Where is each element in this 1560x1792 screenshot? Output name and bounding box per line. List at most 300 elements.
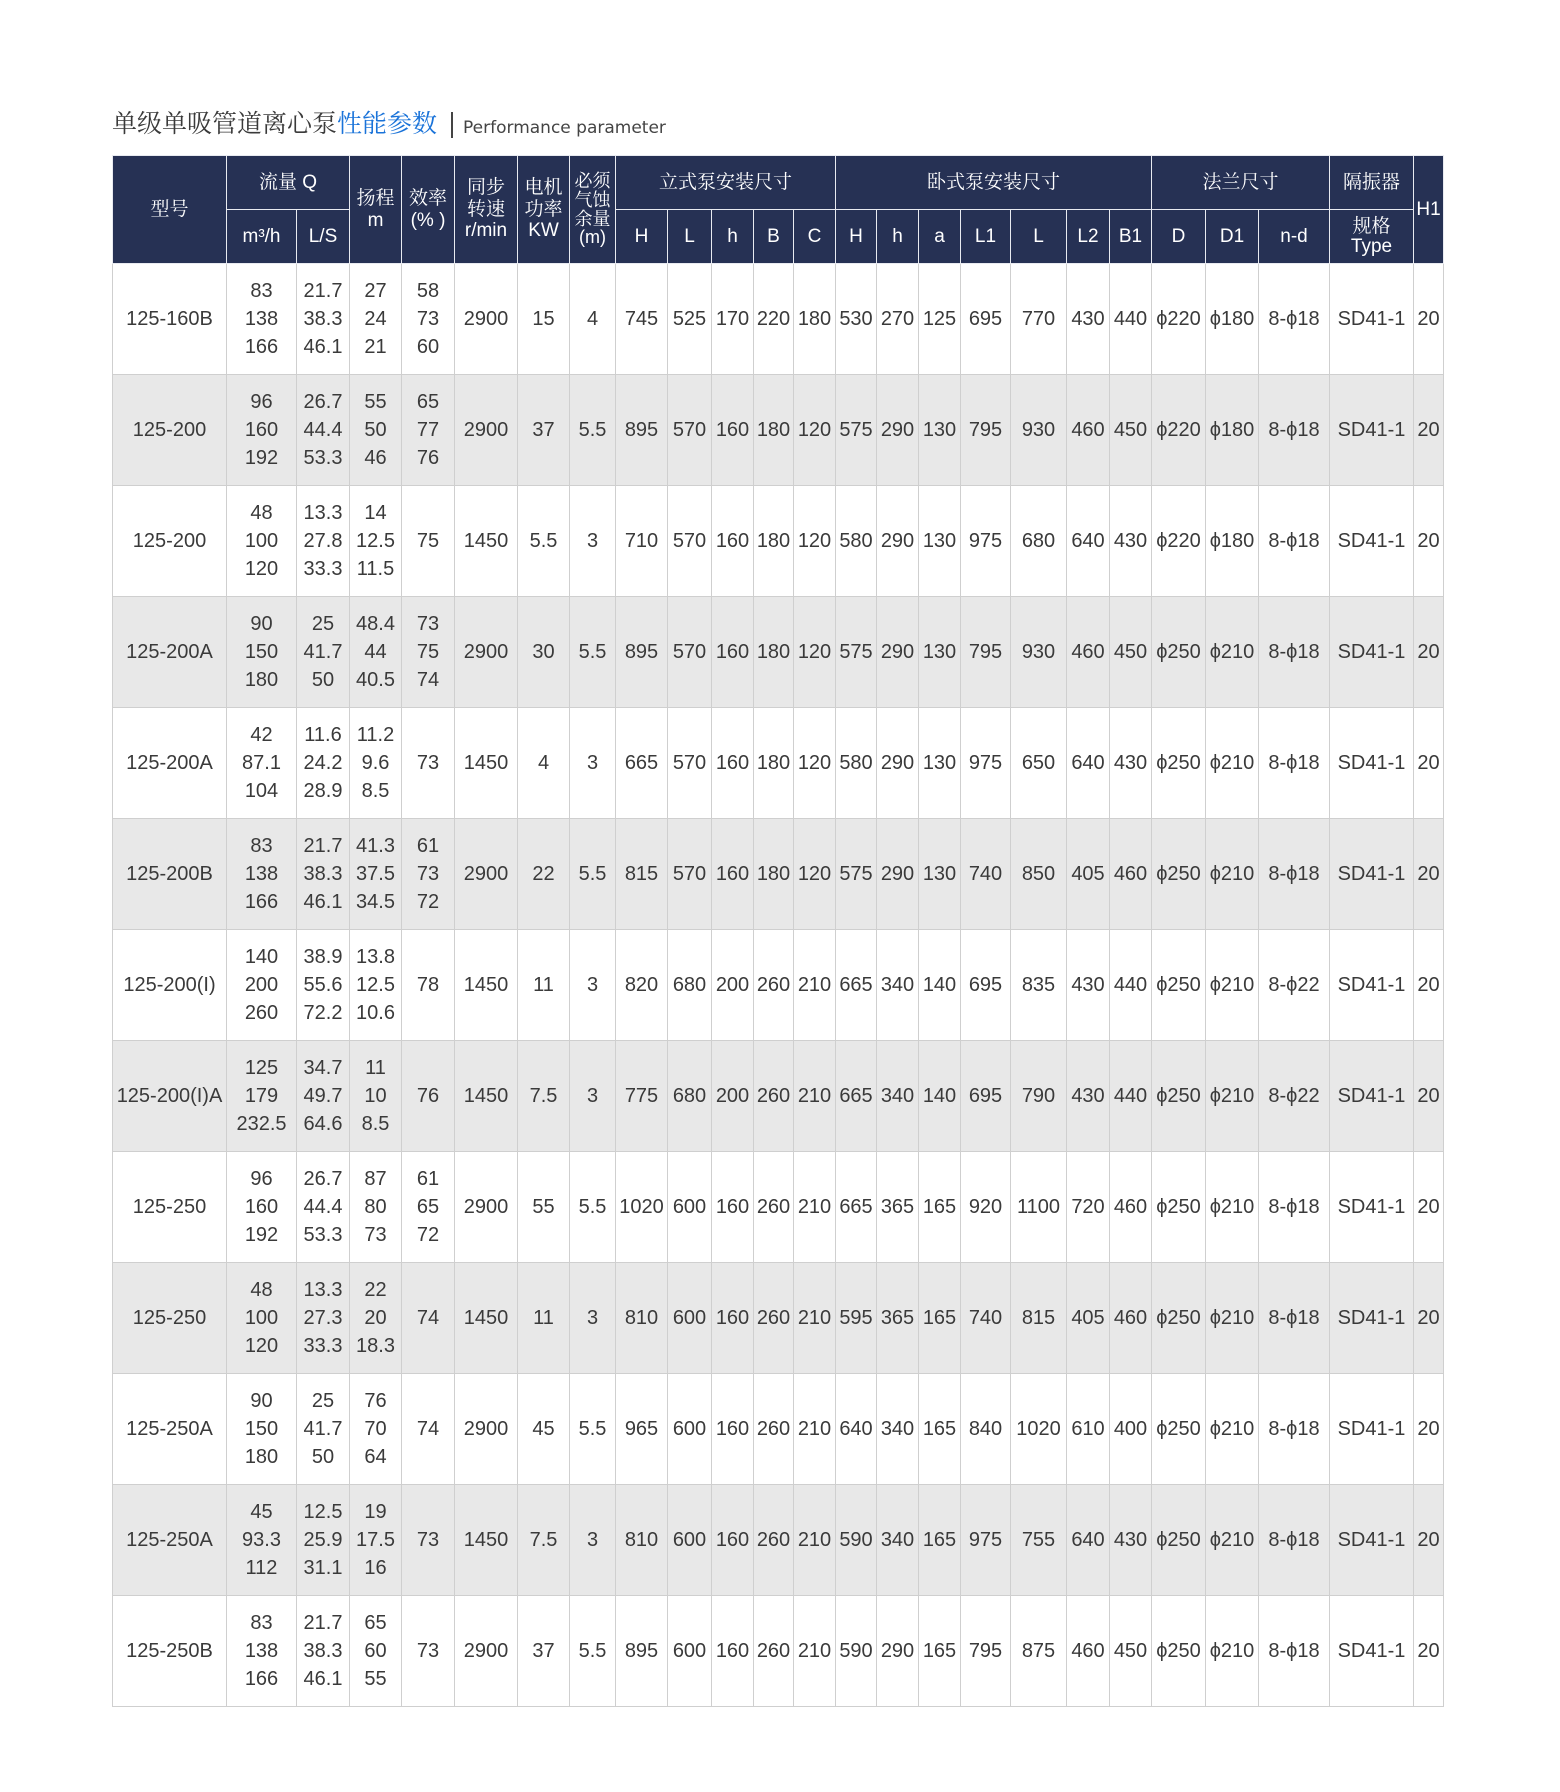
cell-vertical-2: 160 xyxy=(712,1263,754,1374)
cell-vertical-0: 810 xyxy=(616,1263,668,1374)
cell-vertical-4: 120 xyxy=(794,597,836,708)
cell-flange-2: 8-ϕ18 xyxy=(1259,1263,1330,1374)
cell-efficiency xyxy=(402,819,455,930)
cell-head-value: 20 xyxy=(364,1307,387,1329)
cell-flow-ls-value: 26.7 xyxy=(303,1168,343,1190)
title-accent: 性能参数 xyxy=(337,109,438,138)
cell-flange-0: ϕ220 xyxy=(1152,264,1206,375)
cell-vertical-4: 120 xyxy=(794,819,836,930)
cell-power: 55 xyxy=(518,1152,570,1263)
table-row xyxy=(113,930,1444,1041)
cell-horizontal-3: 740 xyxy=(961,1263,1011,1374)
cell-flow-ls-value: 53.3 xyxy=(303,1224,343,1246)
cell-horizontal-6: 460 xyxy=(1110,1263,1152,1374)
cell-horizontal-2: 130 xyxy=(919,597,961,708)
header-vertical-0: H xyxy=(616,210,668,264)
cell-efficiency xyxy=(402,375,455,486)
cell-vertical-4: 210 xyxy=(794,1152,836,1263)
cell-horizontal-2: 125 xyxy=(919,264,961,375)
cell-efficiency-value: 73 xyxy=(416,308,440,330)
cell-flange-0: ϕ250 xyxy=(1152,1485,1206,1596)
cell-flow-ls-value: 55.6 xyxy=(303,974,343,996)
cell-h1: 20 xyxy=(1414,930,1444,1041)
cell-head-value: 21 xyxy=(364,336,387,358)
cell-speed: 2900 xyxy=(455,264,518,375)
cell-flow-m3h-value: 180 xyxy=(244,1446,279,1468)
cell-head xyxy=(350,1041,402,1152)
cell-horizontal-3: 740 xyxy=(961,819,1011,930)
table-body xyxy=(113,264,1444,1707)
cell-horizontal-1: 365 xyxy=(877,1263,919,1374)
cell-flow-ls xyxy=(297,819,350,930)
cell-flow-m3h-value: 96 xyxy=(250,391,273,413)
header-isolator-type: 规格 Type xyxy=(1330,210,1414,264)
cell-npsh: 5.5 xyxy=(570,1374,616,1485)
cell-head xyxy=(350,1263,402,1374)
page-title xyxy=(112,100,666,140)
cell-flange-0: ϕ250 xyxy=(1152,597,1206,708)
cell-power: 4 xyxy=(518,708,570,819)
cell-horizontal-5: 640 xyxy=(1067,486,1110,597)
header-vertical-2: h xyxy=(712,210,754,264)
cell-vertical-1: 600 xyxy=(668,1485,712,1596)
cell-efficiency xyxy=(402,264,455,375)
cell-flow-ls-value: 25 xyxy=(311,1390,335,1412)
cell-flow-ls-value: 27.3 xyxy=(303,1307,343,1329)
cell-vertical-4: 180 xyxy=(794,264,836,375)
cell-flange-2: 8-ϕ18 xyxy=(1259,375,1330,486)
cell-flange-1: ϕ180 xyxy=(1206,375,1259,486)
cell-power: 45 xyxy=(518,1374,570,1485)
cell-horizontal-4: 930 xyxy=(1011,597,1067,708)
cell-efficiency xyxy=(402,1041,455,1152)
cell-horizontal-2: 130 xyxy=(919,375,961,486)
cell-vertical-3: 180 xyxy=(754,597,794,708)
cell-flow-ls-value: 53.3 xyxy=(303,447,343,469)
cell-horizontal-4: 1020 xyxy=(1011,1374,1067,1485)
cell-efficiency-value: 74 xyxy=(416,1418,440,1440)
cell-flange-0: ϕ250 xyxy=(1152,1263,1206,1374)
cell-efficiency-value: 72 xyxy=(416,1224,440,1246)
cell-flow-m3h-value: 150 xyxy=(244,641,279,663)
cell-horizontal-1: 340 xyxy=(877,1485,919,1596)
cell-flow-m3h-value: 192 xyxy=(244,1224,279,1246)
cell-flow-m3h-value: 100 xyxy=(244,1307,279,1329)
cell-horizontal-6: 460 xyxy=(1110,819,1152,930)
cell-isolator-type: SD41-1 xyxy=(1330,1485,1414,1596)
cell-efficiency-value: 73 xyxy=(416,752,440,774)
cell-speed: 1450 xyxy=(455,1485,518,1596)
cell-horizontal-5: 460 xyxy=(1067,597,1110,708)
cell-npsh: 5.5 xyxy=(570,375,616,486)
cell-head-value: 55 xyxy=(364,1668,387,1690)
cell-flow-ls xyxy=(297,1263,350,1374)
header-h1: H1 xyxy=(1414,156,1444,264)
cell-horizontal-0: 575 xyxy=(836,597,877,708)
cell-npsh: 3 xyxy=(570,1485,616,1596)
cell-flow-m3h-value: 93.3 xyxy=(242,1529,281,1551)
cell-flow-m3h-value: 100 xyxy=(244,530,279,552)
header-power: 电机 功率 KW xyxy=(518,156,570,264)
cell-head-value: 13.8 xyxy=(356,946,395,968)
cell-horizontal-0: 665 xyxy=(836,930,877,1041)
cell-efficiency-value: 61 xyxy=(416,1168,440,1190)
cell-speed: 2900 xyxy=(455,819,518,930)
cell-flow-ls-value: 46.1 xyxy=(303,1668,343,1690)
cell-flow-m3h-value: 192 xyxy=(244,447,279,469)
cell-isolator-type: SD41-1 xyxy=(1330,1041,1414,1152)
cell-head xyxy=(350,930,402,1041)
cell-npsh: 3 xyxy=(570,1041,616,1152)
cell-flange-1: ϕ210 xyxy=(1206,1485,1259,1596)
cell-horizontal-6: 440 xyxy=(1110,930,1152,1041)
cell-flange-1: ϕ210 xyxy=(1206,597,1259,708)
cell-flange-2: 8-ϕ18 xyxy=(1259,1596,1330,1707)
cell-flange-1: ϕ210 xyxy=(1206,1263,1259,1374)
cell-flow-m3h-value: 87.1 xyxy=(242,752,281,774)
cell-vertical-4: 210 xyxy=(794,1041,836,1152)
cell-vertical-3: 180 xyxy=(754,486,794,597)
cell-horizontal-2: 130 xyxy=(919,486,961,597)
cell-vertical-0: 665 xyxy=(616,708,668,819)
cell-efficiency xyxy=(402,1263,455,1374)
cell-flow-ls-value: 38.3 xyxy=(303,308,343,330)
cell-efficiency-value: 75 xyxy=(416,641,440,663)
cell-vertical-4: 210 xyxy=(794,1596,836,1707)
cell-efficiency-value: 78 xyxy=(416,974,440,996)
cell-horizontal-0: 665 xyxy=(836,1152,877,1263)
cell-speed: 2900 xyxy=(455,375,518,486)
cell-speed: 1450 xyxy=(455,708,518,819)
cell-vertical-2: 160 xyxy=(712,1152,754,1263)
cell-h1: 20 xyxy=(1414,1263,1444,1374)
cell-flow-ls xyxy=(297,375,350,486)
header-flange-1: D1 xyxy=(1206,210,1259,264)
cell-horizontal-2: 165 xyxy=(919,1152,961,1263)
cell-flow-ls-value: 25 xyxy=(311,613,335,635)
cell-flow-m3h-value: 160 xyxy=(244,1196,279,1218)
cell-horizontal-1: 290 xyxy=(877,708,919,819)
cell-horizontal-3: 695 xyxy=(961,1041,1011,1152)
cell-flow-ls-value: 11.6 xyxy=(304,724,342,746)
cell-flow-m3h-value: 138 xyxy=(244,863,279,885)
cell-h1: 20 xyxy=(1414,819,1444,930)
cell-head xyxy=(350,486,402,597)
cell-h1: 20 xyxy=(1414,597,1444,708)
cell-isolator-type: SD41-1 xyxy=(1330,1152,1414,1263)
cell-vertical-3: 260 xyxy=(754,1485,794,1596)
cell-vertical-2: 160 xyxy=(712,375,754,486)
cell-vertical-1: 680 xyxy=(668,930,712,1041)
cell-flow-m3h-value: 140 xyxy=(244,946,279,968)
cell-head-value: 8.5 xyxy=(361,1113,390,1135)
cell-horizontal-1: 340 xyxy=(877,930,919,1041)
cell-horizontal-2: 140 xyxy=(919,1041,961,1152)
table-row xyxy=(113,486,1444,597)
cell-flow-m3h xyxy=(227,819,297,930)
cell-vertical-0: 710 xyxy=(616,486,668,597)
cell-flange-2: 8-ϕ22 xyxy=(1259,1041,1330,1152)
cell-flow-ls-value: 13.3 xyxy=(303,1279,343,1301)
cell-flow-m3h-value: 90 xyxy=(250,613,273,635)
title-english: Performance parameter xyxy=(463,118,666,138)
cell-vertical-0: 895 xyxy=(616,597,668,708)
cell-model: 125-250 xyxy=(113,1152,227,1263)
cell-flow-ls-value: 41.7 xyxy=(303,641,343,663)
cell-head xyxy=(350,819,402,930)
cell-horizontal-3: 975 xyxy=(961,1485,1011,1596)
cell-horizontal-2: 130 xyxy=(919,708,961,819)
header-horizontal-4: L xyxy=(1011,210,1067,264)
cell-vertical-2: 200 xyxy=(712,930,754,1041)
cell-isolator-type: SD41-1 xyxy=(1330,708,1414,819)
cell-power: 22 xyxy=(518,819,570,930)
cell-isolator-type: SD41-1 xyxy=(1330,486,1414,597)
cell-horizontal-2: 165 xyxy=(919,1374,961,1485)
cell-flange-1: ϕ210 xyxy=(1206,930,1259,1041)
cell-model: 125-250A xyxy=(113,1374,227,1485)
cell-flow-ls-value: 28.9 xyxy=(303,780,343,802)
table-row xyxy=(113,1041,1444,1152)
cell-flange-0: ϕ220 xyxy=(1152,375,1206,486)
cell-model: 125-160B xyxy=(113,264,227,375)
cell-flow-m3h-value: 166 xyxy=(244,891,279,913)
cell-flow-ls xyxy=(297,264,350,375)
cell-flow-m3h-value: 138 xyxy=(244,1640,279,1662)
table-header xyxy=(113,156,1444,264)
header-horizontal-1: h xyxy=(877,210,919,264)
cell-efficiency xyxy=(402,708,455,819)
cell-vertical-0: 895 xyxy=(616,1596,668,1707)
cell-efficiency xyxy=(402,597,455,708)
cell-efficiency-value: 65 xyxy=(416,1196,440,1218)
cell-horizontal-1: 340 xyxy=(877,1374,919,1485)
cell-efficiency xyxy=(402,486,455,597)
cell-efficiency-value: 74 xyxy=(416,669,440,691)
cell-vertical-1: 570 xyxy=(668,486,712,597)
cell-horizontal-0: 640 xyxy=(836,1374,877,1485)
cell-flow-m3h-value: 104 xyxy=(244,780,279,802)
cell-vertical-1: 570 xyxy=(668,708,712,819)
cell-speed: 1450 xyxy=(455,1041,518,1152)
cell-vertical-3: 260 xyxy=(754,1263,794,1374)
cell-head xyxy=(350,1485,402,1596)
cell-npsh: 5.5 xyxy=(570,819,616,930)
cell-efficiency-value: 61 xyxy=(416,835,440,857)
cell-flange-2: 8-ϕ18 xyxy=(1259,819,1330,930)
cell-speed: 1450 xyxy=(455,930,518,1041)
cell-flow-m3h-value: 200 xyxy=(244,974,279,996)
cell-flow-m3h-value: 42 xyxy=(250,724,273,746)
cell-flow-ls-value: 21.7 xyxy=(303,1612,343,1634)
cell-flow-ls-value: 21.7 xyxy=(303,835,343,857)
cell-flow-m3h xyxy=(227,1041,297,1152)
cell-speed: 2900 xyxy=(455,1374,518,1485)
cell-speed: 2900 xyxy=(455,1152,518,1263)
cell-horizontal-5: 720 xyxy=(1067,1152,1110,1263)
header-efficiency: 效率 (% ) xyxy=(402,156,455,264)
cell-horizontal-2: 165 xyxy=(919,1263,961,1374)
cell-power: 11 xyxy=(518,1263,570,1374)
cell-vertical-0: 810 xyxy=(616,1485,668,1596)
cell-power: 5.5 xyxy=(518,486,570,597)
cell-head xyxy=(350,1374,402,1485)
cell-vertical-2: 160 xyxy=(712,597,754,708)
cell-horizontal-6: 430 xyxy=(1110,1485,1152,1596)
cell-flow-m3h-value: 120 xyxy=(244,558,279,580)
cell-head-value: 41.3 xyxy=(356,835,395,857)
cell-efficiency-value: 76 xyxy=(416,1085,440,1107)
cell-horizontal-5: 430 xyxy=(1067,1041,1110,1152)
header-isolator: 隔振器 xyxy=(1330,156,1414,210)
cell-horizontal-6: 440 xyxy=(1110,1041,1152,1152)
cell-head-value: 34.5 xyxy=(356,891,395,913)
cell-isolator-type: SD41-1 xyxy=(1330,375,1414,486)
header-horizontal-0: H xyxy=(836,210,877,264)
cell-flow-m3h xyxy=(227,1263,297,1374)
cell-power: 7.5 xyxy=(518,1041,570,1152)
cell-h1: 20 xyxy=(1414,486,1444,597)
cell-horizontal-3: 975 xyxy=(961,708,1011,819)
cell-horizontal-2: 165 xyxy=(919,1485,961,1596)
cell-flow-ls-value: 44.4 xyxy=(303,419,343,441)
cell-head-value: 73 xyxy=(364,1224,387,1246)
cell-flow-ls-value: 34.7 xyxy=(303,1057,343,1079)
cell-flow-ls-value: 44.4 xyxy=(303,1196,343,1218)
cell-horizontal-1: 365 xyxy=(877,1152,919,1263)
cell-flow-m3h xyxy=(227,1152,297,1263)
cell-flange-1: ϕ210 xyxy=(1206,1596,1259,1707)
cell-head-value: 50 xyxy=(364,419,387,441)
cell-vertical-3: 260 xyxy=(754,1041,794,1152)
table-row xyxy=(113,597,1444,708)
cell-h1: 20 xyxy=(1414,1485,1444,1596)
cell-flange-2: 8-ϕ22 xyxy=(1259,930,1330,1041)
cell-flow-ls xyxy=(297,486,350,597)
cell-power: 30 xyxy=(518,597,570,708)
cell-horizontal-1: 290 xyxy=(877,819,919,930)
cell-vertical-4: 210 xyxy=(794,1374,836,1485)
cell-vertical-2: 170 xyxy=(712,264,754,375)
cell-head-value: 19 xyxy=(364,1501,387,1523)
cell-horizontal-4: 930 xyxy=(1011,375,1067,486)
cell-vertical-1: 525 xyxy=(668,264,712,375)
cell-vertical-1: 600 xyxy=(668,1152,712,1263)
cell-head-value: 22 xyxy=(364,1279,387,1301)
header-horizontal-2: a xyxy=(919,210,961,264)
cell-horizontal-4: 755 xyxy=(1011,1485,1067,1596)
cell-flow-m3h-value: 83 xyxy=(250,280,273,302)
cell-head-value: 12.5 xyxy=(356,530,395,552)
cell-flow-m3h-value: 166 xyxy=(244,336,279,358)
cell-horizontal-4: 815 xyxy=(1011,1263,1067,1374)
cell-flow-ls-value: 12.5 xyxy=(303,1501,343,1523)
cell-npsh: 3 xyxy=(570,708,616,819)
cell-flange-1: ϕ210 xyxy=(1206,1374,1259,1485)
cell-flow-ls-value: 46.1 xyxy=(303,336,343,358)
cell-model: 125-200 xyxy=(113,375,227,486)
cell-model: 125-200(I)A xyxy=(113,1041,227,1152)
cell-flow-ls-value: 31.1 xyxy=(303,1557,343,1579)
cell-efficiency-value: 73 xyxy=(416,1640,440,1662)
cell-horizontal-0: 530 xyxy=(836,264,877,375)
cell-flow-m3h-value: 48 xyxy=(250,502,273,524)
cell-horizontal-6: 450 xyxy=(1110,1596,1152,1707)
cell-flow-ls-value: 72.2 xyxy=(303,1002,343,1024)
cell-flow-ls-value: 33.3 xyxy=(303,1335,343,1357)
cell-power: 11 xyxy=(518,930,570,1041)
cell-efficiency-value: 65 xyxy=(416,391,440,413)
cell-npsh: 5.5 xyxy=(570,597,616,708)
cell-power: 7.5 xyxy=(518,1485,570,1596)
cell-horizontal-3: 920 xyxy=(961,1152,1011,1263)
cell-horizontal-3: 975 xyxy=(961,486,1011,597)
header-flow-m3h: m³/h xyxy=(227,210,297,264)
cell-horizontal-1: 290 xyxy=(877,1596,919,1707)
cell-horizontal-4: 850 xyxy=(1011,819,1067,930)
cell-flow-m3h xyxy=(227,930,297,1041)
cell-head-value: 18.3 xyxy=(356,1335,395,1357)
title-divider xyxy=(451,112,453,138)
cell-vertical-1: 600 xyxy=(668,1596,712,1707)
cell-flow-ls-value: 38.3 xyxy=(303,863,343,885)
cell-flow-m3h xyxy=(227,264,297,375)
cell-head-value: 70 xyxy=(364,1418,387,1440)
cell-h1: 20 xyxy=(1414,375,1444,486)
cell-vertical-1: 600 xyxy=(668,1374,712,1485)
cell-model: 125-250B xyxy=(113,1596,227,1707)
cell-horizontal-4: 650 xyxy=(1011,708,1067,819)
cell-flange-0: ϕ250 xyxy=(1152,819,1206,930)
cell-vertical-2: 160 xyxy=(712,1485,754,1596)
cell-speed: 2900 xyxy=(455,597,518,708)
cell-vertical-0: 815 xyxy=(616,819,668,930)
cell-isolator-type: SD41-1 xyxy=(1330,264,1414,375)
cell-horizontal-5: 640 xyxy=(1067,1485,1110,1596)
cell-head-value: 24 xyxy=(364,308,387,330)
cell-flange-0: ϕ250 xyxy=(1152,1596,1206,1707)
cell-flow-ls-value: 41.7 xyxy=(303,1418,343,1440)
cell-horizontal-1: 290 xyxy=(877,375,919,486)
cell-vertical-1: 570 xyxy=(668,375,712,486)
header-flange-0: D xyxy=(1152,210,1206,264)
cell-power: 15 xyxy=(518,264,570,375)
cell-horizontal-3: 695 xyxy=(961,264,1011,375)
cell-flow-ls-value: 50 xyxy=(311,669,335,691)
cell-horizontal-5: 430 xyxy=(1067,264,1110,375)
cell-horizontal-1: 290 xyxy=(877,597,919,708)
header-head: 扬程 m xyxy=(350,156,402,264)
header-speed: 同步 转速 r/min xyxy=(455,156,518,264)
cell-npsh: 3 xyxy=(570,486,616,597)
cell-head-value: 44 xyxy=(364,641,387,663)
header-vertical: 立式泵安装尺寸 xyxy=(616,156,836,210)
cell-flange-1: ϕ210 xyxy=(1206,708,1259,819)
cell-flow-m3h xyxy=(227,1596,297,1707)
cell-head-value: 12.5 xyxy=(356,974,395,996)
cell-flow-ls-value: 33.3 xyxy=(303,558,343,580)
cell-efficiency-value: 77 xyxy=(416,419,440,441)
cell-h1: 20 xyxy=(1414,264,1444,375)
cell-speed: 2900 xyxy=(455,1596,518,1707)
cell-efficiency-value: 73 xyxy=(416,613,440,635)
cell-flange-0: ϕ220 xyxy=(1152,486,1206,597)
header-flange: 法兰尺寸 xyxy=(1152,156,1330,210)
cell-vertical-4: 210 xyxy=(794,1485,836,1596)
cell-horizontal-5: 610 xyxy=(1067,1374,1110,1485)
cell-horizontal-1: 290 xyxy=(877,486,919,597)
cell-horizontal-3: 795 xyxy=(961,597,1011,708)
